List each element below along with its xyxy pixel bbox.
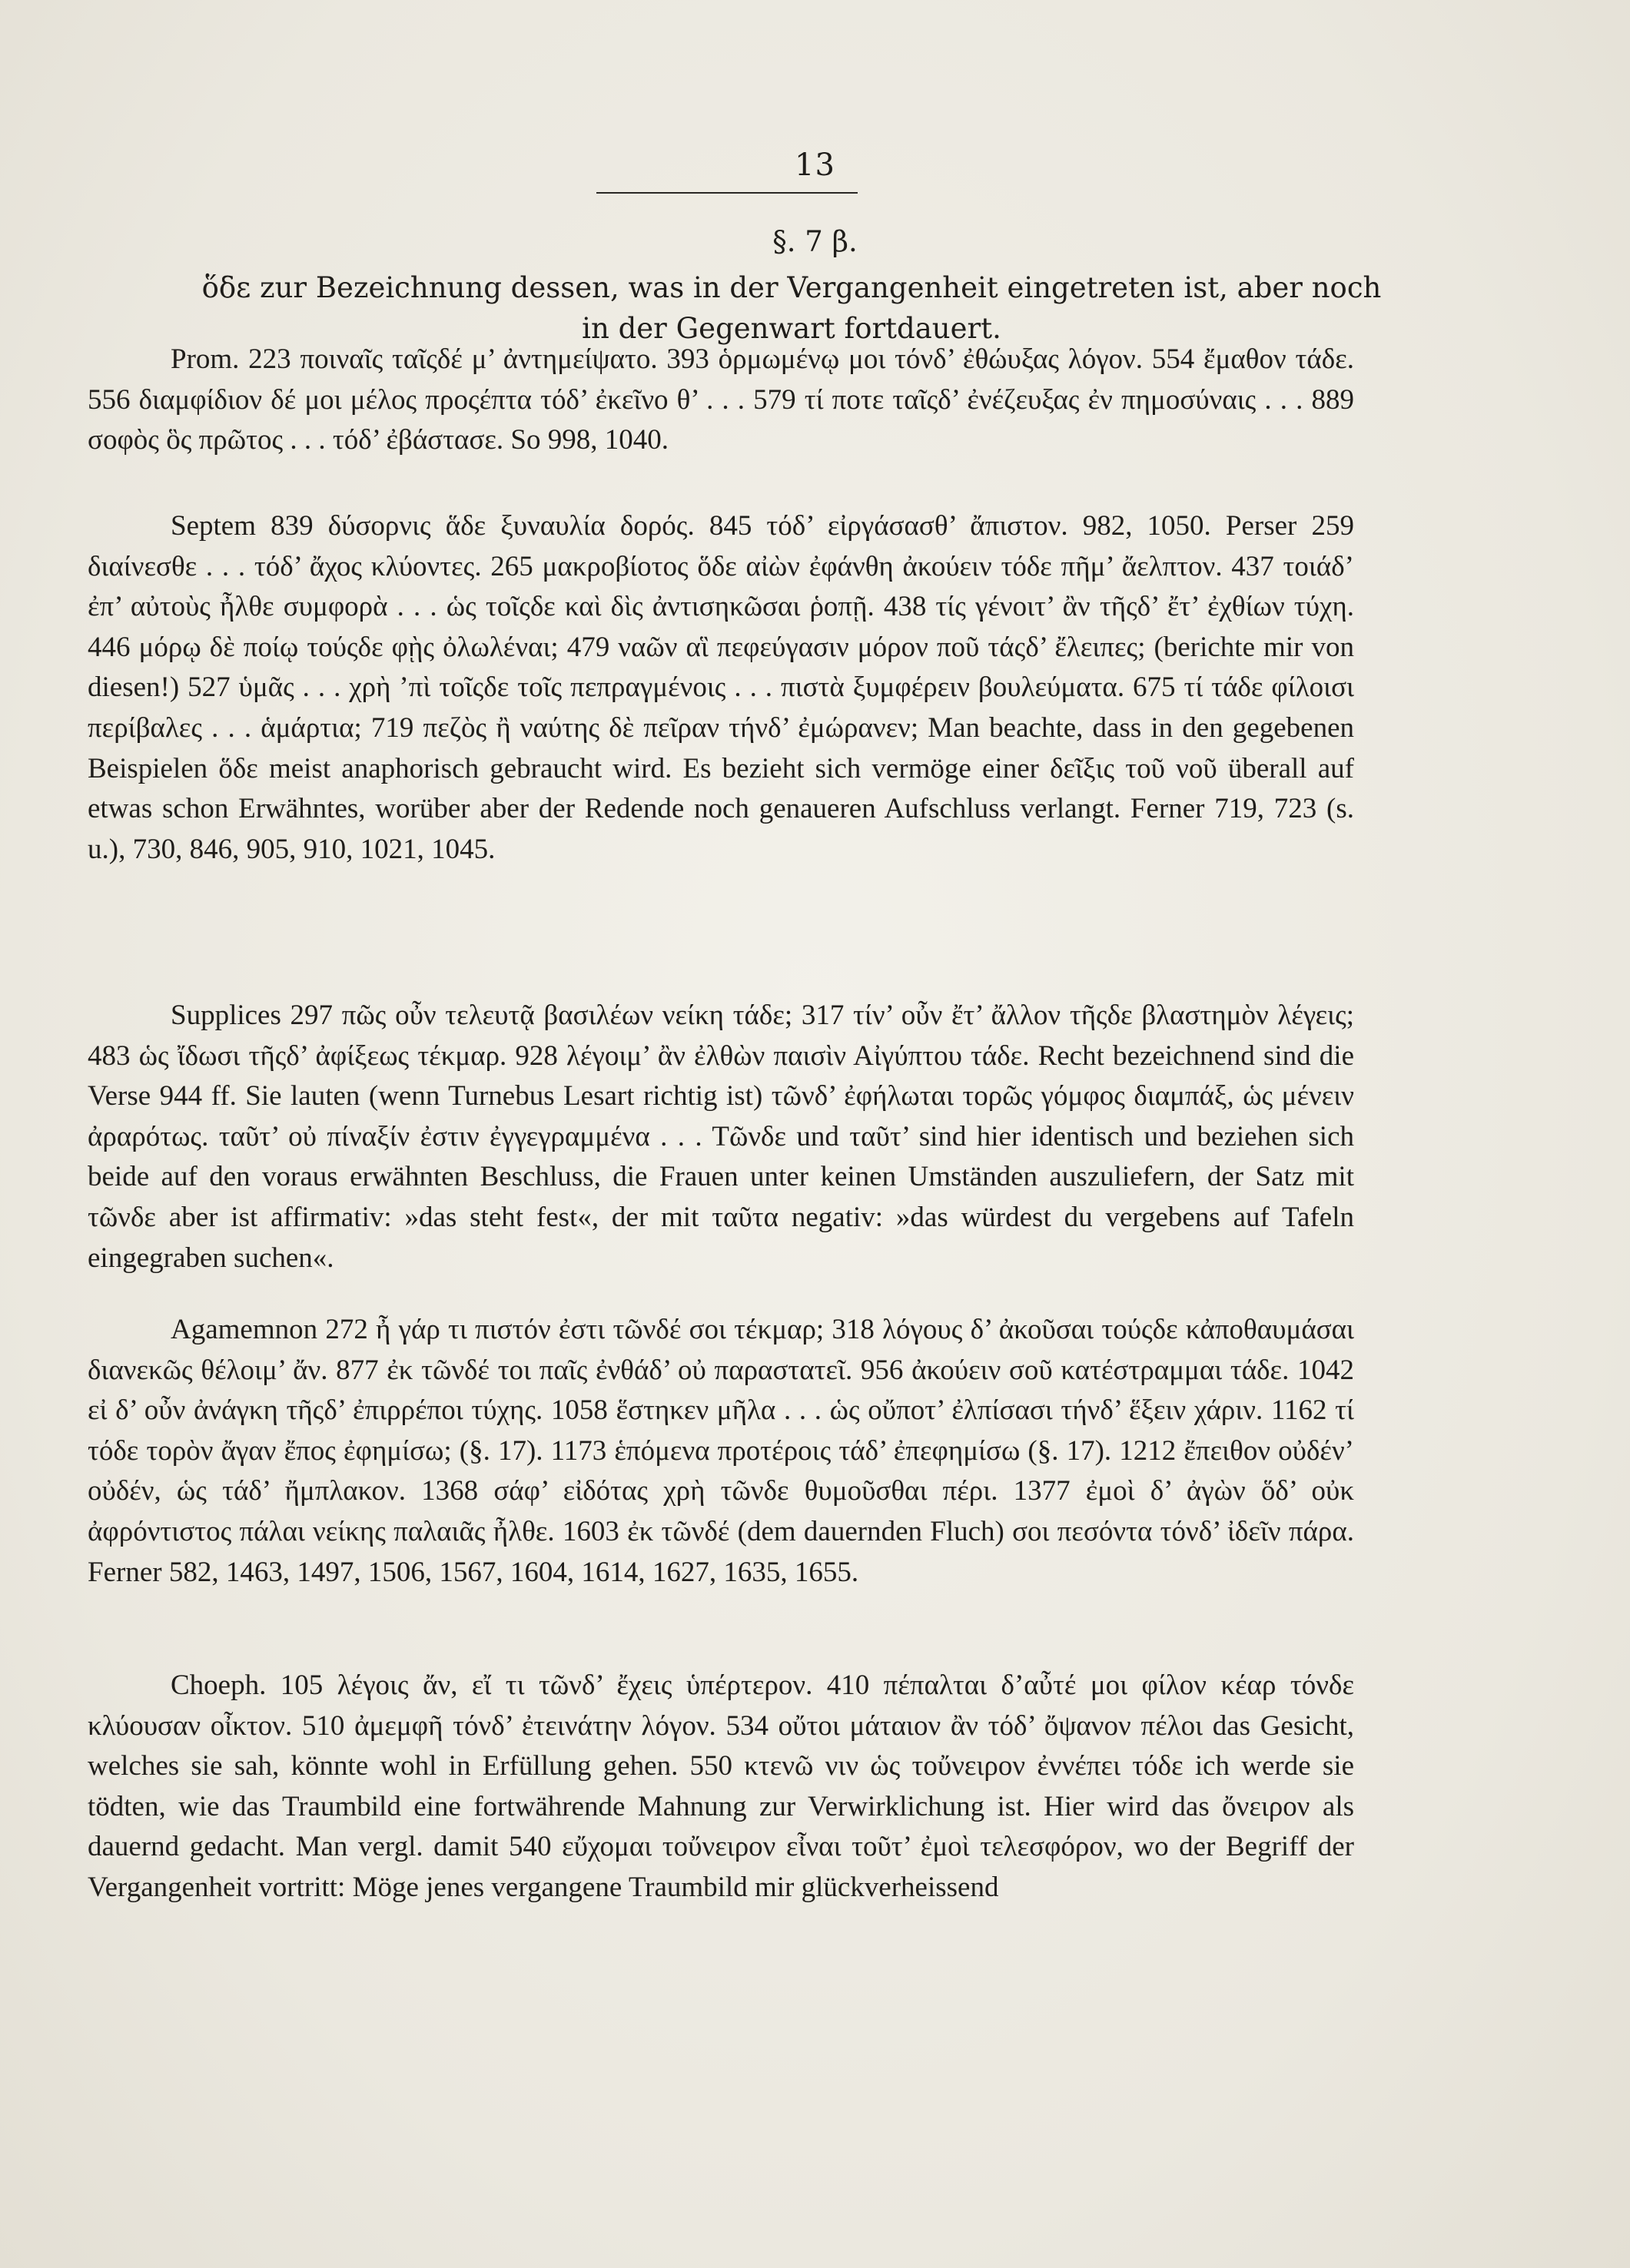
paragraph-agamemnon: Agamemnon 272 ἦ γάρ τι πιστόν ἐστι τῶνδέ σοι τέκμαρ; 318 λόγους δ’ ἀκοῦσαι τούςδε κἀποθαυμάσαι διανεκῶς θέλοιμ’ ἄν. 877 ἐκ τῶνδέ τοι παῖς ἐνθάδ’ οὐ παραστατεῖ. 956 ἀκούειν σοῦ κατέστραμμαι τάδε. 1042 εἰ δ’ οὖν ἀνάγκη τῆςδ’ ἐπιρρέποι τύχης. 1058 ἕστηκεν μῆλα . . . ὡς οὔποτ’ ἐλπίσασι τήνδ’ ἕξειν χάριν. 1162 τί τόδε τορὸν ἄγαν ἔπος ἐφημίσω; (§. 17). 1173 ἑπόμενα προτέροις τάδ’ ἐπεφημίσω (§. 17). 1212 ἔπειθον οὐδέν’ οὐδέν, ὡς τάδ’ ἤμπλακον. 1368 σάφ’ εἰδότας χρὴ τῶνδε θυμοῦσθαι πέρι. 1377 ἐμοὶ δ’ ἀγὼν ὅδ’ οὐκ ἀφρόντιστος πάλαι νείκης παλαιᾶς ἦλθε. 1603 ἐκ τῶνδέ (dem dauernden Fluch) σοι πεσόντα τόνδ’ ἰδεῖν πάρα. Ferner 582, 1463, 1497, 1506, 1567, 1604, 1614, 1627, 1635, 1655. <box>88 1314 1354 1588</box>
page-number: 13 <box>795 148 835 183</box>
paragraph-septem-perser: Septem 839 δύσορνις ἅδε ξυναυλία δορός. 845 τόδ’ εἰργάσασθ’ ἄπιστον. 982, 1050. Perser 259 διαίνεσθε . . . τόδ’ ἄχος κλύοντες. 265 μακροβίοτος ὅδε αἰὼν ἐφάνθη ἀκούειν τόδε πῆμ’ ἄελπτον. 437 τοιάδ’ ἐπ’ αὐτοὺς ἦλθε συμφορὰ . . . ὡς τοῖςδε καὶ δὶς ἀντισηκῶσαι ῥοπῇ. 438 τίς γένοιτ’ ἂν τῆςδ’ ἔτ’ ἐχθίων τύχη. 446 μόρῳ δὲ ποίῳ τούςδε φῂς ὀλωλέναι; 479 ναῶν αἳ πεφεύγασιν μόρον ποῦ τάςδ’ ἔλειπες; (berichte mir von diesen!) 527 ὑμᾶς . . . χρὴ ’πὶ τοῖςδε τοῖς πεπραγμένοις . . . πιστὰ ξυμφέρειν βουλεύματα. 675 τί τάδε φίλοισι περίβαλες . . . ἁμάρτια; 719 πεζὸς ἢ ναύτης δὲ πεῖραν τήνδ’ ἐμώρανεν; Man beachte, dass in den gegebenen Beispielen ὅδε meist anaphorisch gebraucht wird. Es bezieht sich vermöge einer δεῖξις τοῦ νοῦ überall auf etwas schon Erwähntes, worüber aber der Redende noch genaueren Aufschluss verlangt. Ferner 719, 723 (s. u.), 730, 846, 905, 910, 1021, 1045. <box>88 510 1354 865</box>
header-rule <box>596 192 858 194</box>
section-number: §. 7 β. <box>772 225 858 258</box>
paragraph-prometheus: Prom. 223 ποιναῖς ταῖςδέ μ’ ἀντημείψατο. 393 ὁρμωμένῳ μοι τόνδ’ ἐθώυξας λόγον. 554 ἔμαθον τάδε. 556 διαμφίδιον δέ μοι μέλος προςέπτα τόδ’ ἐκεῖνο θ’ . . . 579 τί ποτε ταῖςδ’ ἐνέζευξας ἐν πημοσύναις . . . 889 σοφὸς ὃς πρῶτος . . . τόδ’ ἐβάστασε. So 998, 1040. <box>88 343 1354 456</box>
section-heading: ὅδε zur Bezeichnung dessen, was in der Vergangenheit eingetreten ist, aber noch in der Gegenwart fortdauert. <box>201 271 1382 345</box>
paragraph-choephori: Choeph. 105 λέγοις ἄν, εἴ τι τῶνδ’ ἔχεις ὑπέρτερον. 410 πέπαλται δ’αὖτέ μοι φίλον κέαρ τόνδε κλύουσαν οἶκτον. 510 ἀμεμφῆ τόνδ’ ἐτεινάτην λόγον. 534 οὔτοι μάταιον ἂν τόδ’ ὄψανον πέλοι das Gesicht, welches sie sah, könnte wohl in Erfüllung gehen. 550 κτενῶ νιν ὡς τοὔνειρον ἐννέπει τόδε ich werde sie tödten, wie das Traumbild eine fortwährende Mahnung zur Verwirklichung ist. Hier wird das ὄνειρον als dauernd gedacht. Man vergl. damit 540 εὔχομαι τοὔνειρον εἶναι τοῦτ’ ἐμοὶ τελεσφόρον, wo der Begriff der Vergangenheit vortritt: Möge jenes vergangene Traumbild mir glückverheissend <box>88 1670 1354 1903</box>
paragraph-supplices: Supplices 297 πῶς οὖν τελευτᾷ βασιλέων νείκη τάδε; 317 τίν’ οὖν ἔτ’ ἄλλον τῆςδε βλαστημὸν λέγεις; 483 ὡς ἴδωσι τῆςδ’ ἀφίξεως τέκμαρ. 928 λέγοιμ’ ἂν ἐλθὼν παισὶν Αἰγύπτου τάδε. Recht bezeichnend sind die Verse 944 ff. Sie lauten (wenn Turnebus Lesart richtig ist) τῶνδ’ ἐφήλωται τορῶς γόμφος διαμπάξ, ὡς μένειν ἀραρότως. ταῦτ’ οὐ πίναξίν ἐστιν ἐγγεγραμμένα . . . Τῶνδε und ταῦτ’ sind hier identisch und beziehen sich beide auf den voraus erwähnten Beschluss, die Frauen unter keinen Umständen auszuliefern, der Satz mit τῶνδε aber ist affirmativ: »das steht fest«, der mit ταῦτα negativ: »das würdest du vergebens auf Tafeln eingegraben suchen«. <box>88 1000 1354 1274</box>
